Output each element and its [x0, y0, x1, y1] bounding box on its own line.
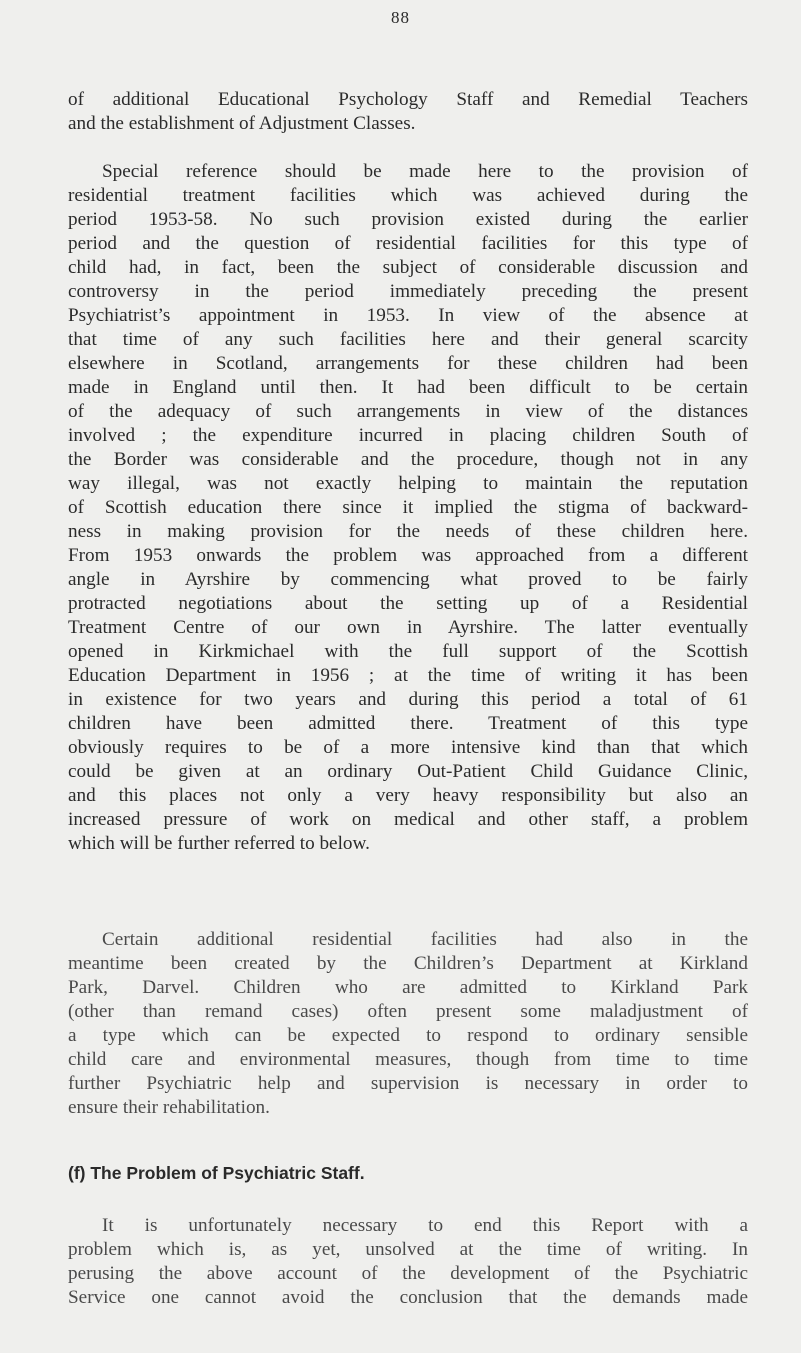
text-line: protracted negotiations about the setting up of a Residential: [68, 593, 748, 614]
text-line: ness in making provision for the needs of these children here.: [68, 521, 748, 542]
text-line: obviously requires to be of a more intensive kind than that which: [68, 737, 748, 758]
paragraph-residential-treatment: [68, 160, 748, 856]
text-line: involved ; the expenditure incurred in placing children South of: [68, 425, 748, 446]
text-line: controversy in the period immediately preceding the present: [68, 281, 748, 302]
text-line: elsewhere in Scotland, arrangements for these children had been: [68, 353, 748, 374]
text-line: of Scottish education there since it implied the stigma of backward-: [68, 497, 748, 518]
text-line: ensure their rehabilitation.: [68, 1097, 270, 1118]
text-line: problem which is, as yet, unsolved at the time of writing. In: [68, 1239, 748, 1260]
paragraph-kirkland-park: [68, 928, 748, 1120]
text-line: period and the question of residential facilities for this type of: [68, 233, 748, 254]
text-line: further Psychiatric help and supervision is necessary in order to: [68, 1073, 748, 1094]
text-line: a type which can be expected to respond to ordinary sensible: [68, 1025, 748, 1046]
text-line: angle in Ayrshire by commencing what proved to be fairly: [68, 569, 748, 590]
text-line: could be given at an ordinary Out-Patient Child Guidance Clinic,: [68, 761, 748, 782]
text-line: made in England until then. It had been difficult to be certain: [68, 377, 748, 398]
text-line: the Border was considerable and the procedure, though not in any: [68, 449, 748, 470]
paragraph-continuation: [68, 88, 748, 136]
text-line: Special reference should be made here to the provision of: [102, 161, 748, 182]
text-line: Service one cannot avoid the conclusion that the demands made: [68, 1287, 748, 1308]
text-line: and this places not only a very heavy responsibility but also an: [68, 785, 748, 806]
text-line: Park, Darvel. Children who are admitted to Kirkland Park: [68, 977, 748, 998]
text-line: children have been admitted there. Treatment of this type: [68, 713, 748, 734]
text-line: residential treatment facilities which was achieved during the: [68, 185, 748, 206]
text-line: in existence for two years and during this period a total of 61: [68, 689, 748, 710]
text-line: perusing the above account of the development of the Psychiatric: [68, 1263, 748, 1284]
text-line: (other than remand cases) often present some maladjustment of: [68, 1001, 748, 1022]
text-line: that time of any such facilities here and their general scarcity: [68, 329, 748, 350]
text-line: of the adequacy of such arrangements in view of the distances: [68, 401, 748, 422]
text-line: child care and environmental measures, though from time to time: [68, 1049, 748, 1070]
text-line: meantime been created by the Children’s Department at Kirkland: [68, 953, 748, 974]
text-line: Treatment Centre of our own in Ayrshire. The latter eventually: [68, 617, 748, 638]
text-line: child had, in fact, been the subject of considerable discussion and: [68, 257, 748, 278]
text-line: opened in Kirkmichael with the full support of the Scottish: [68, 641, 748, 662]
text-line: Certain additional residential facilities had also in the: [102, 929, 748, 950]
text-line: Education Department in 1956 ; at the time of writing it has been: [68, 665, 748, 686]
text-line: increased pressure of work on medical and other staff, a problem: [68, 809, 748, 830]
section-heading: (f) The Problem of Psychiatric Staff.: [68, 1163, 365, 1183]
text-line: Psychiatrist’s appointment in 1953. In view of the absence at: [68, 305, 748, 326]
text-line: and the establishment of Adjustment Classes.: [68, 113, 416, 134]
page-number: 88: [391, 8, 410, 27]
text-line: It is unfortunately necessary to end this Report with a: [102, 1215, 748, 1236]
text-line: period 1953-58. No such provision existed during the earlier: [68, 209, 748, 230]
text-line: way illegal, was not exactly helping to maintain the reputation: [68, 473, 748, 494]
text-line: of additional Educational Psychology Staff and Remedial Teachers: [68, 89, 748, 110]
paragraph-psychiatric-staff: [68, 1214, 748, 1310]
text-line: which will be further referred to below.: [68, 833, 370, 854]
text-line: From 1953 onwards the problem was approached from a different: [68, 545, 748, 566]
